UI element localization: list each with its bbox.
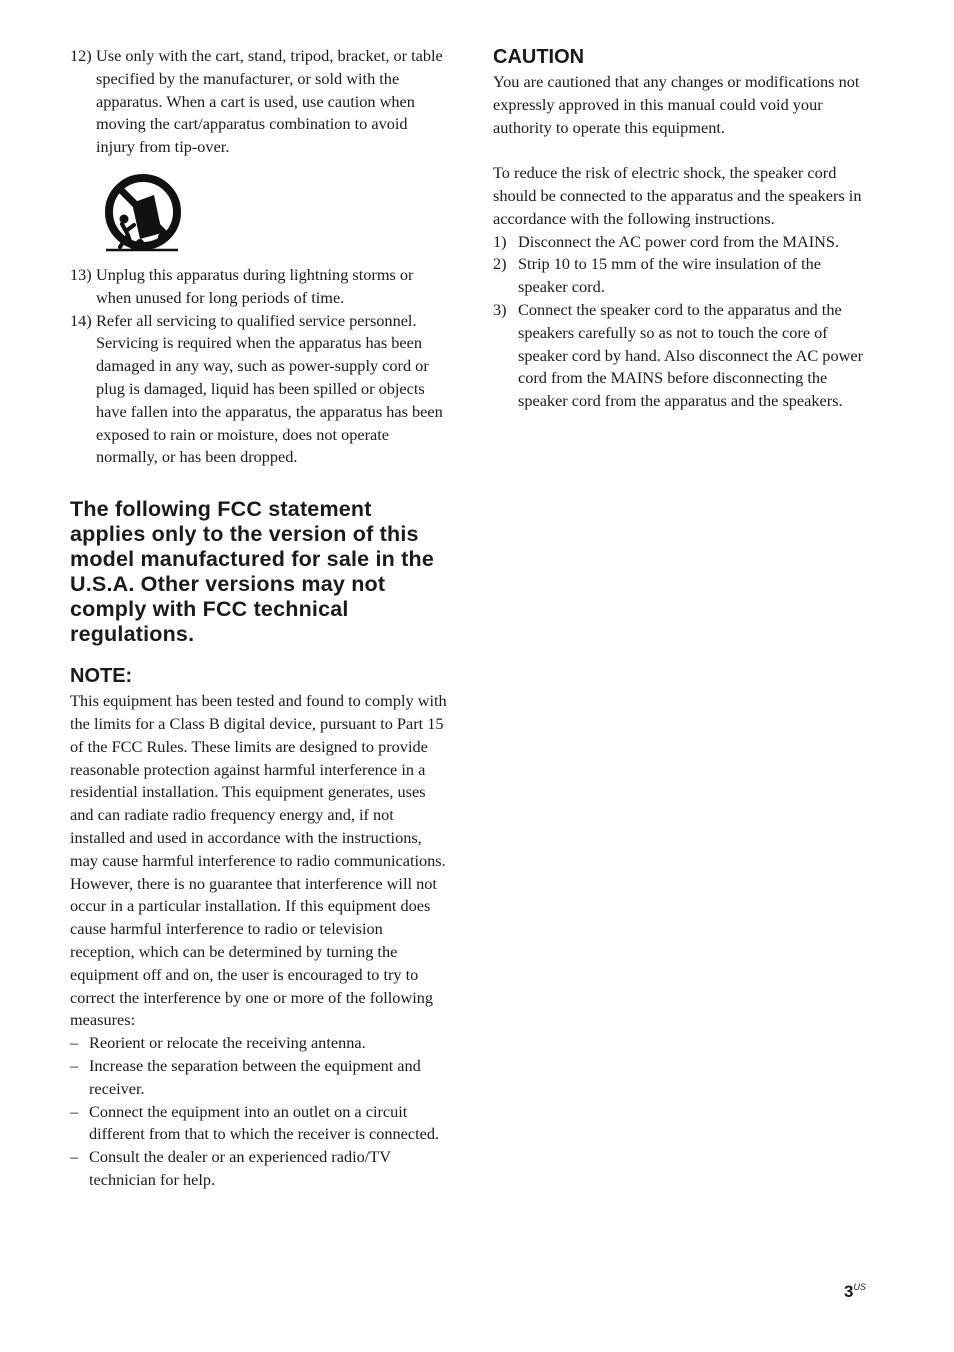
fcc-statement-heading: The following FCC statement applies only to the version of this model manufactured for sale in the U.S.A. Other versions may not comply with FCC technical regulations. (70, 497, 435, 647)
list-dash: – (70, 1033, 79, 1053)
list-item (493, 231, 873, 254)
list-item-14 (70, 310, 448, 470)
caution-heading: CAUTION (493, 46, 585, 68)
list-dash: – (70, 1147, 79, 1167)
page-number (844, 1282, 866, 1302)
caution-paragraph: You are cautioned that any changes or modifications not expressly approved in this manual could void your authority to operate this equipment. (493, 72, 860, 137)
list-item-text: Reorient or relocate the receiving antenna. (89, 1033, 366, 1053)
item-number: 14) (70, 310, 92, 330)
step-text: Connect the speaker cord to the apparatus and the speakers carefully so as not to touch the core of speaker cord by hand. Also disconnect the AC power cord from the MAINS before disconnecting the speaker cord from the apparatus and the speakers. (518, 299, 863, 411)
note-heading: NOTE: (70, 665, 133, 688)
step-number: 2) (493, 254, 507, 274)
list-item-text: Increase the separation between the equipment and receiver. (89, 1055, 421, 1098)
item-number: 13) (70, 264, 92, 284)
list-item-text: Consult the dealer or an experienced radio/TV technician for help. (89, 1147, 391, 1189)
item-number: 12) (70, 46, 92, 65)
right-column (493, 45, 873, 413)
list-item (493, 299, 873, 413)
step-text: Strip 10 to 15 mm of the wire insulation of the speaker cord. (518, 254, 821, 297)
list-dash: – (70, 1101, 79, 1121)
list-item (493, 253, 873, 299)
speaker-cord-steps (493, 231, 873, 413)
step-number: 1) (493, 231, 507, 251)
list-item-13 (70, 264, 448, 310)
electric-shock-paragraph: To reduce the risk of electric shock, the speaker cord should be connected to the apparatus and the speakers in accordance with the following instructions. (493, 163, 862, 228)
item-text: Use only with the cart, stand, tripod, bracket, or table specified by the manufacturer, or sold with the apparatus. When a cart is used, use caution when moving the cart/apparatus combination to avoid injury from tip-over. (96, 46, 443, 157)
list-item (70, 1032, 448, 1055)
step-number: 3) (493, 299, 507, 319)
cart-tip-over-warning-icon (102, 173, 184, 255)
step-text: Disconnect the AC power cord from the MAINS. (518, 231, 840, 251)
page-region-suffix: US (853, 1282, 866, 1292)
left-column (70, 45, 448, 1192)
item-text: Refer all servicing to qualified service personnel. Servicing is required when the apparatus has been damaged in any way, such as power-supply cord or plug is damaged, liquid has been spilled or objects have fallen into the apparatus, the apparatus has been exposed to rain or moisture, does not operate normally, or has been dropped. (96, 310, 443, 467)
page-number-value: 3 (844, 1282, 854, 1301)
item-text: Unplug this apparatus during lightning storms or when unused for long periods of time. (96, 264, 414, 307)
list-item-text: Connect the equipment into an outlet on a circuit different from that to which the receiver is connected. (89, 1101, 440, 1144)
list-dash: – (70, 1055, 79, 1075)
note-paragraph: This equipment has been tested and found to comply with the limits for a Class B digital device, pursuant to Part 15 of the FCC Rules. These limits are designed to provide reasonable protection against harmful interference in a residential installation. This equipment generates, uses and can radiate radio frequency energy and, if not installed and used in accordance with the instructions, may cause harmful interference to radio communications. However, there is no guarantee that interference will not occur in a particular installation. If this equipment does cause harmful interference to radio or television reception, which can be determined by turning the equipment off and on, the user is encouraged to try to correct the interference by one or more of the following measures: (70, 691, 447, 1030)
list-item (70, 1101, 448, 1147)
list-item (70, 1055, 448, 1101)
list-item (70, 1146, 448, 1192)
measures-list (70, 1032, 448, 1192)
list-item-12 (70, 45, 448, 159)
